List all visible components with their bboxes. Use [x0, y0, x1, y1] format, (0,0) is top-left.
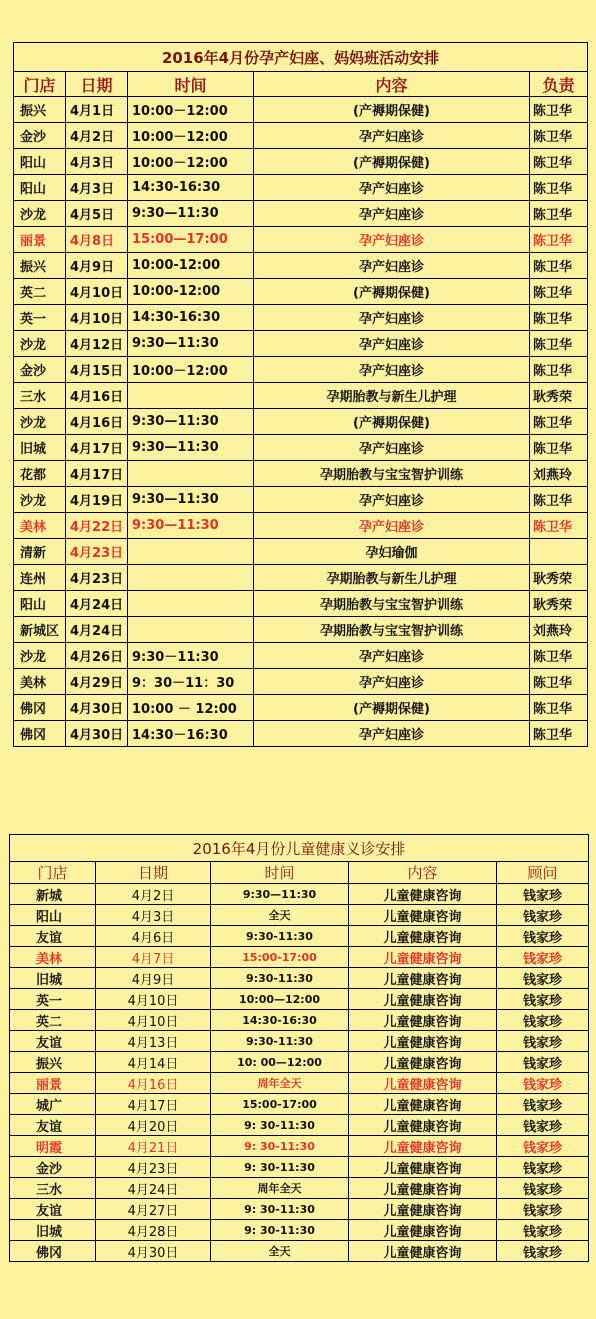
cell-time: 9: 30-11:30 [211, 1220, 349, 1241]
header-store: 门店 [14, 72, 66, 97]
header-store: 门店 [10, 862, 96, 884]
cell-content: 孕期胎教与宝宝智护训练 [254, 591, 530, 617]
cell-time: 14:30-16:30 [128, 305, 254, 331]
cell-time: 9:30—11:30 [128, 487, 254, 513]
table-row [14, 461, 588, 487]
table-row [14, 643, 588, 669]
cell-content: 儿童健康咨询 [349, 1220, 497, 1241]
cell-date: 4月5日 [66, 201, 128, 227]
cell-time: 9:30—11:30 [128, 435, 254, 461]
table-row [14, 97, 588, 123]
cell-time: 10:00－12:00 [128, 149, 254, 175]
cell-date: 4月24日 [66, 617, 128, 643]
table-row [14, 435, 588, 461]
cell-store: 佛冈 [10, 1241, 96, 1262]
cell-date: 4月3日 [66, 149, 128, 175]
cell-time: 周年全天 [211, 1073, 349, 1094]
cell-owner: 陈卫华 [530, 279, 588, 305]
cell-content: 儿童健康咨询 [349, 1031, 497, 1052]
cell-date: 4月30日 [66, 695, 128, 721]
cell-content: 孕产妇座诊 [254, 175, 530, 201]
cell-store: 沙龙 [14, 409, 66, 435]
cell-owner: 钱家珍 [497, 1094, 589, 1115]
cell-store: 英二 [10, 1010, 96, 1031]
cell-content: 孕妇瑜伽 [254, 539, 530, 565]
cell-store: 三水 [14, 383, 66, 409]
table-row [14, 149, 588, 175]
cell-store: 英一 [14, 305, 66, 331]
cell-store: 沙龙 [14, 331, 66, 357]
cell-content: 孕产妇座诊 [254, 201, 530, 227]
cell-date: 4月17日 [66, 461, 128, 487]
cell-time: 9:30—11:30 [128, 409, 254, 435]
cell-date: 4月24日 [96, 1178, 211, 1199]
cell-time: 10:00-12:00 [128, 253, 254, 279]
cell-time: 9: 30-11:30 [211, 1199, 349, 1220]
cell-content: 儿童健康咨询 [349, 989, 497, 1010]
cell-owner: 陈卫华 [530, 487, 588, 513]
maternity-table-title: 2016年4月份孕产妇座、妈妈班活动安排 [14, 43, 588, 72]
cell-date: 4月8日 [66, 227, 128, 253]
cell-store: 阳山 [14, 591, 66, 617]
cell-content: 儿童健康咨询 [349, 1073, 497, 1094]
cell-date: 4月16日 [96, 1073, 211, 1094]
table-row [10, 1241, 589, 1262]
cell-time: 全天 [211, 905, 349, 926]
cell-content: 孕期胎教与宝宝智护训练 [254, 617, 530, 643]
table-row [14, 331, 588, 357]
cell-store: 友谊 [10, 1199, 96, 1220]
table-row [14, 617, 588, 643]
cell-store: 美林 [14, 669, 66, 695]
cell-owner: 陈卫华 [530, 643, 588, 669]
cell-time: 9: 30-11:30 [211, 1157, 349, 1178]
cell-store: 明霞 [10, 1136, 96, 1157]
cell-content: 孕产妇座诊 [254, 435, 530, 461]
cell-content: 儿童健康咨询 [349, 884, 497, 905]
cell-time: 9:30—11:30 [128, 331, 254, 357]
cell-content: (产褥期保健) [254, 279, 530, 305]
table-row [14, 695, 588, 721]
table-row [10, 1094, 589, 1115]
cell-owner: 陈卫华 [530, 435, 588, 461]
cell-owner: 刘燕玲 [530, 617, 588, 643]
cell-time: 全天 [211, 1241, 349, 1262]
cell-content: 儿童健康咨询 [349, 1136, 497, 1157]
cell-content: (产褥期保健) [254, 695, 530, 721]
cell-store: 三水 [10, 1178, 96, 1199]
cell-owner: 陈卫华 [530, 357, 588, 383]
cell-content: 孕产妇座诊 [254, 357, 530, 383]
cell-owner: 陈卫华 [530, 695, 588, 721]
cell-time: 14:30-16:30 [211, 1010, 349, 1031]
cell-date: 4月14日 [96, 1052, 211, 1073]
cell-owner: 耿秀荣 [530, 591, 588, 617]
cell-date: 4月17日 [96, 1094, 211, 1115]
cell-store: 清新 [14, 539, 66, 565]
cell-time [128, 617, 254, 643]
cell-owner: 钱家珍 [497, 1157, 589, 1178]
cell-content: 孕产妇座诊 [254, 227, 530, 253]
cell-owner: 钱家珍 [497, 968, 589, 989]
cell-date: 4月10日 [96, 989, 211, 1010]
cell-owner: 钱家珍 [497, 947, 589, 968]
cell-owner: 钱家珍 [497, 1115, 589, 1136]
table-row [10, 1220, 589, 1241]
table-row [14, 539, 588, 565]
table-row [14, 591, 588, 617]
cell-store: 友谊 [10, 1115, 96, 1136]
cell-date: 4月19日 [66, 487, 128, 513]
cell-date: 4月28日 [96, 1220, 211, 1241]
cell-time [128, 461, 254, 487]
cell-store: 丽景 [14, 227, 66, 253]
cell-content: 孕产妇座诊 [254, 721, 530, 747]
cell-owner: 陈卫华 [530, 721, 588, 747]
header-date: 日期 [66, 72, 128, 97]
cell-content: (产褥期保健) [254, 409, 530, 435]
cell-content: 孕产妇座诊 [254, 669, 530, 695]
child-health-schedule-table [9, 834, 589, 1262]
cell-store: 振兴 [14, 97, 66, 123]
cell-content: 孕产妇座诊 [254, 123, 530, 149]
cell-store: 英一 [10, 989, 96, 1010]
cell-time: 14:30－16:30 [128, 721, 254, 747]
cell-time: 15:00-17:00 [211, 1094, 349, 1115]
cell-time [128, 565, 254, 591]
table-row [14, 253, 588, 279]
cell-owner [530, 539, 588, 565]
cell-owner: 陈卫华 [530, 409, 588, 435]
cell-time: 15:00—17:00 [128, 227, 254, 253]
cell-content: 孕期胎教与新生儿护理 [254, 383, 530, 409]
header-owner: 负责 [530, 72, 588, 97]
cell-owner: 钱家珍 [497, 989, 589, 1010]
cell-owner: 钱家珍 [497, 1241, 589, 1262]
cell-content: (产褥期保健) [254, 149, 530, 175]
cell-time: 周年全天 [211, 1178, 349, 1199]
cell-time: 9:30-11:30 [211, 1031, 349, 1052]
cell-owner: 陈卫华 [530, 513, 588, 539]
cell-content: 孕产妇座诊 [254, 253, 530, 279]
cell-content: 孕产妇座诊 [254, 331, 530, 357]
cell-date: 4月9日 [66, 253, 128, 279]
cell-time: 9：30－11：30 [128, 669, 254, 695]
cell-date: 4月24日 [66, 591, 128, 617]
cell-date: 4月1日 [66, 97, 128, 123]
cell-time: 10:00 － 12:00 [128, 695, 254, 721]
cell-time: 9:30—11:30 [128, 513, 254, 539]
table-row [14, 513, 588, 539]
table-row [10, 968, 589, 989]
cell-content: 儿童健康咨询 [349, 1094, 497, 1115]
cell-store: 连州 [14, 565, 66, 591]
cell-owner: 陈卫华 [530, 253, 588, 279]
cell-store: 阳山 [10, 905, 96, 926]
cell-date: 4月10日 [66, 279, 128, 305]
cell-owner: 钱家珍 [497, 1178, 589, 1199]
cell-content: (产褥期保健) [254, 97, 530, 123]
cell-date: 4月9日 [96, 968, 211, 989]
cell-owner: 钱家珍 [497, 884, 589, 905]
cell-store: 英二 [14, 279, 66, 305]
cell-content: 儿童健康咨询 [349, 947, 497, 968]
header-date: 日期 [96, 862, 211, 884]
cell-date: 4月30日 [96, 1241, 211, 1262]
cell-date: 4月27日 [96, 1199, 211, 1220]
cell-date: 4月17日 [66, 435, 128, 461]
table-row [14, 383, 588, 409]
cell-content: 儿童健康咨询 [349, 1178, 497, 1199]
cell-date: 4月3日 [66, 175, 128, 201]
cell-date: 4月12日 [66, 331, 128, 357]
cell-content: 孕产妇座诊 [254, 513, 530, 539]
table-row [10, 1136, 589, 1157]
cell-date: 4月10日 [96, 1010, 211, 1031]
cell-content: 儿童健康咨询 [349, 905, 497, 926]
cell-owner: 钱家珍 [497, 1010, 589, 1031]
cell-store: 佛冈 [14, 721, 66, 747]
cell-date: 4月23日 [66, 539, 128, 565]
cell-owner: 耿秀荣 [530, 383, 588, 409]
cell-store: 丽景 [10, 1073, 96, 1094]
child-health-table-title: 2016年4月份儿童健康义诊安排 [10, 835, 589, 862]
table-row [10, 1199, 589, 1220]
cell-time: 10:00-12:00 [128, 279, 254, 305]
cell-time [128, 383, 254, 409]
cell-owner: 陈卫华 [530, 305, 588, 331]
maternity-schedule-table [13, 42, 588, 747]
cell-owner: 刘燕玲 [530, 461, 588, 487]
table-row [14, 279, 588, 305]
cell-date: 4月3日 [96, 905, 211, 926]
cell-content: 儿童健康咨询 [349, 1052, 497, 1073]
cell-time: 15:00-17:00 [211, 947, 349, 968]
cell-store: 阳山 [14, 149, 66, 175]
cell-time: 9:30—11:30 [211, 884, 349, 905]
cell-content: 孕产妇座诊 [254, 643, 530, 669]
table-row [10, 1052, 589, 1073]
cell-store: 新城区 [14, 617, 66, 643]
cell-content: 孕产妇座诊 [254, 487, 530, 513]
cell-store: 美林 [10, 947, 96, 968]
cell-store: 金沙 [14, 123, 66, 149]
cell-owner: 陈卫华 [530, 669, 588, 695]
cell-date: 4月20日 [96, 1115, 211, 1136]
table-row [10, 947, 589, 968]
header-time: 时间 [211, 862, 349, 884]
cell-owner: 陈卫华 [530, 97, 588, 123]
table-row [14, 669, 588, 695]
cell-store: 振兴 [14, 253, 66, 279]
cell-content: 儿童健康咨询 [349, 968, 497, 989]
cell-store: 振兴 [10, 1052, 96, 1073]
table-row [14, 201, 588, 227]
cell-owner: 陈卫华 [530, 175, 588, 201]
cell-date: 4月16日 [66, 409, 128, 435]
cell-date: 4月29日 [66, 669, 128, 695]
cell-store: 沙龙 [14, 201, 66, 227]
cell-date: 4月13日 [96, 1031, 211, 1052]
cell-date: 4月7日 [96, 947, 211, 968]
table-row [14, 305, 588, 331]
cell-date: 4月6日 [96, 926, 211, 947]
table-row [14, 357, 588, 383]
table-row [10, 905, 589, 926]
cell-date: 4月22日 [66, 513, 128, 539]
cell-time: 9:30—11:30 [128, 201, 254, 227]
cell-date: 4月30日 [66, 721, 128, 747]
cell-time: 14:30-16:30 [128, 175, 254, 201]
cell-date: 4月10日 [66, 305, 128, 331]
cell-owner: 耿秀荣 [530, 565, 588, 591]
cell-store: 佛冈 [14, 695, 66, 721]
cell-store: 新城 [10, 884, 96, 905]
cell-time: 9:30－11:30 [128, 643, 254, 669]
cell-content: 儿童健康咨询 [349, 1115, 497, 1136]
cell-date: 4月16日 [66, 383, 128, 409]
cell-owner: 钱家珍 [497, 1031, 589, 1052]
header-content: 内容 [349, 862, 497, 884]
cell-store: 阳山 [14, 175, 66, 201]
cell-date: 4月2日 [66, 123, 128, 149]
cell-owner: 陈卫华 [530, 331, 588, 357]
table-row [14, 409, 588, 435]
cell-store: 旧城 [10, 968, 96, 989]
header-advisor: 顾问 [497, 862, 589, 884]
cell-content: 儿童健康咨询 [349, 926, 497, 947]
cell-owner: 钱家珍 [497, 1220, 589, 1241]
cell-time: 10:00－12:00 [128, 123, 254, 149]
table-row [10, 1031, 589, 1052]
cell-date: 4月15日 [66, 357, 128, 383]
cell-time: 10:00－12:00 [128, 357, 254, 383]
cell-time: 10: 00—12:00 [211, 1052, 349, 1073]
cell-owner: 钱家珍 [497, 905, 589, 926]
cell-content: 孕期胎教与宝宝智护训练 [254, 461, 530, 487]
cell-owner: 陈卫华 [530, 201, 588, 227]
table-row [10, 1157, 589, 1178]
cell-time: 10:00－12:00 [128, 97, 254, 123]
cell-time [128, 591, 254, 617]
cell-date: 4月23日 [66, 565, 128, 591]
table-row [10, 989, 589, 1010]
cell-content: 儿童健康咨询 [349, 1241, 497, 1262]
cell-store: 城广 [10, 1094, 96, 1115]
cell-store: 友谊 [10, 926, 96, 947]
cell-content: 孕期胎教与新生儿护理 [254, 565, 530, 591]
cell-time: 9:30-11:30 [211, 926, 349, 947]
cell-time: 9: 30-11:30 [211, 1136, 349, 1157]
cell-owner: 陈卫华 [530, 123, 588, 149]
cell-owner: 陈卫华 [530, 227, 588, 253]
header-time: 时间 [128, 72, 254, 97]
cell-store: 旧城 [10, 1220, 96, 1241]
cell-owner: 钱家珍 [497, 926, 589, 947]
cell-content: 儿童健康咨询 [349, 1157, 497, 1178]
cell-date: 4月26日 [66, 643, 128, 669]
cell-owner: 钱家珍 [497, 1199, 589, 1220]
cell-store: 友谊 [10, 1031, 96, 1052]
cell-store: 金沙 [14, 357, 66, 383]
cell-time: 9:30-11:30 [211, 968, 349, 989]
header-content: 内容 [254, 72, 530, 97]
cell-time: 9: 30-11:30 [211, 1115, 349, 1136]
cell-content: 儿童健康咨询 [349, 1199, 497, 1220]
cell-owner: 钱家珍 [497, 1073, 589, 1094]
table-row [14, 487, 588, 513]
cell-date: 4月23日 [96, 1157, 211, 1178]
cell-store: 金沙 [10, 1157, 96, 1178]
cell-date: 4月21日 [96, 1136, 211, 1157]
table-row [10, 926, 589, 947]
table-row [10, 1010, 589, 1031]
cell-content: 孕产妇座诊 [254, 305, 530, 331]
cell-time: 10:00—12:00 [211, 989, 349, 1010]
cell-owner: 钱家珍 [497, 1136, 589, 1157]
cell-store: 沙龙 [14, 643, 66, 669]
cell-store: 美林 [14, 513, 66, 539]
table-row [14, 175, 588, 201]
cell-content: 儿童健康咨询 [349, 1010, 497, 1031]
table-row [14, 123, 588, 149]
table-row [14, 565, 588, 591]
cell-date: 4月2日 [96, 884, 211, 905]
cell-store: 沙龙 [14, 487, 66, 513]
cell-owner: 陈卫华 [530, 149, 588, 175]
table-row [10, 1178, 589, 1199]
table-row [14, 721, 588, 747]
table-row [10, 884, 589, 905]
table-row [10, 1073, 589, 1094]
cell-time [128, 539, 254, 565]
table-row [14, 227, 588, 253]
cell-store: 花都 [14, 461, 66, 487]
cell-owner: 钱家珍 [497, 1052, 589, 1073]
table-row [10, 1115, 589, 1136]
cell-store: 旧城 [14, 435, 66, 461]
